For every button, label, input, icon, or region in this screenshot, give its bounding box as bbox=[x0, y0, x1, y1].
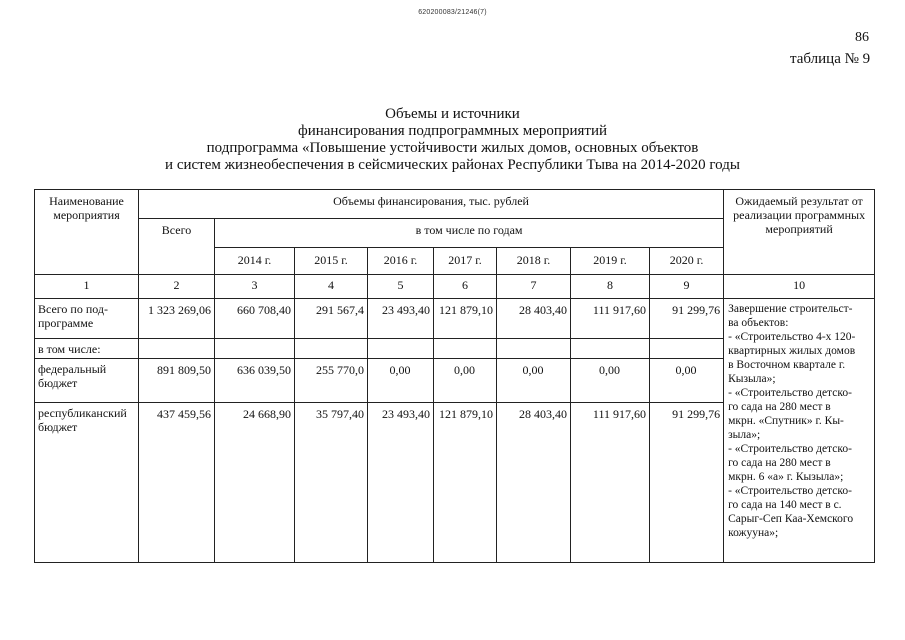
value-cell: 891 809,50 bbox=[139, 359, 215, 403]
result-line: мкрн. «Спутник» г. Кы- bbox=[728, 415, 844, 427]
row-name: федеральный бюджет bbox=[35, 359, 139, 403]
document-title bbox=[0, 106, 905, 174]
result-line: - «Строительство детско- bbox=[728, 443, 852, 455]
value-cell: 28 403,40 bbox=[497, 299, 571, 339]
result-line: в Восточном квартале г. bbox=[728, 359, 846, 371]
table-row bbox=[35, 299, 875, 339]
result-line: зыла»; bbox=[728, 429, 761, 441]
table-label: таблица № 9 bbox=[790, 51, 871, 67]
result-line: - «Строительство детско- bbox=[728, 387, 852, 399]
value-cell bbox=[497, 339, 571, 359]
value-cell: 91 299,76 bbox=[650, 403, 724, 563]
value-cell bbox=[139, 339, 215, 359]
value-cell: 35 797,40 bbox=[295, 403, 368, 563]
value-cell: 111 917,60 bbox=[571, 299, 650, 339]
result-line: - «Строительство детско- bbox=[728, 485, 852, 497]
column-number: 9 bbox=[650, 275, 724, 299]
result-line: го сада на 280 мест в bbox=[728, 401, 831, 413]
value-cell bbox=[368, 339, 434, 359]
value-cell: 28 403,40 bbox=[497, 403, 571, 563]
title-line: подпрограмма «Повышение устойчивости жилых домов, основных объектов bbox=[206, 140, 699, 156]
result-line: го сада на 280 мест в bbox=[728, 457, 831, 469]
value-cell: 23 493,40 bbox=[368, 403, 434, 563]
header-year: 2019 г. bbox=[571, 248, 650, 275]
result-line: мкрн. 6 «а» г. Кызыла»; bbox=[728, 471, 844, 483]
row-name: республиканский бюджет bbox=[35, 403, 139, 563]
value-cell: 0,00 bbox=[571, 359, 650, 403]
header-total: Всего bbox=[139, 219, 215, 275]
result-line: Кызыла»; bbox=[728, 373, 776, 385]
value-cell bbox=[571, 339, 650, 359]
value-cell: 121 879,10 bbox=[434, 299, 497, 339]
result-line: го сада на 140 мест в с. bbox=[728, 499, 842, 511]
row-name: Всего по под-программе bbox=[35, 299, 139, 339]
header-result: Ожидаемый результат от реализации программных мероприятий bbox=[724, 190, 875, 275]
financing-table bbox=[34, 189, 875, 563]
header-year: 2017 г. bbox=[434, 248, 497, 275]
value-cell: 0,00 bbox=[434, 359, 497, 403]
column-number: 1 bbox=[35, 275, 139, 299]
column-number: 2 bbox=[139, 275, 215, 299]
header-year: 2016 г. bbox=[368, 248, 434, 275]
header-year: 2018 г. bbox=[497, 248, 571, 275]
column-number: 8 bbox=[571, 275, 650, 299]
header-year: 2020 г. bbox=[650, 248, 724, 275]
value-cell: 91 299,76 bbox=[650, 299, 724, 339]
value-cell: 0,00 bbox=[368, 359, 434, 403]
header-year: 2014 г. bbox=[215, 248, 295, 275]
result-line: квартирных жилых домов bbox=[728, 345, 856, 357]
result-line: - «Строительство 4-х 120- bbox=[728, 331, 856, 343]
value-cell: 0,00 bbox=[497, 359, 571, 403]
title-line: финансирования подпрограммных мероприятий bbox=[297, 123, 607, 139]
value-cell bbox=[295, 339, 368, 359]
value-cell: 111 917,60 bbox=[571, 403, 650, 563]
header-year: 2015 г. bbox=[295, 248, 368, 275]
value-cell: 291 567,4 bbox=[295, 299, 368, 339]
value-cell bbox=[215, 339, 295, 359]
value-cell: 660 708,40 bbox=[215, 299, 295, 339]
value-cell: 1 323 269,06 bbox=[139, 299, 215, 339]
result-line: ва объектов: bbox=[728, 317, 789, 329]
value-cell: 24 668,90 bbox=[215, 403, 295, 563]
title-line: Объемы и источники bbox=[385, 106, 520, 122]
title-line: и систем жизнеобеспечения в сейсмических районах Республики Тыва на 2014-2020 годы bbox=[165, 157, 740, 173]
row-name: в том числе: bbox=[35, 339, 139, 359]
column-number: 7 bbox=[497, 275, 571, 299]
header-name: Наименование мероприятия bbox=[35, 190, 139, 275]
value-cell bbox=[434, 339, 497, 359]
result-line: Завершение строительст- bbox=[728, 303, 853, 315]
column-number: 4 bbox=[295, 275, 368, 299]
value-cell: 255 770,0 bbox=[295, 359, 368, 403]
value-cell: 0,00 bbox=[650, 359, 724, 403]
value-cell: 23 493,40 bbox=[368, 299, 434, 339]
column-number: 3 bbox=[215, 275, 295, 299]
value-cell: 437 459,56 bbox=[139, 403, 215, 563]
value-cell bbox=[650, 339, 724, 359]
expected-result-cell bbox=[724, 299, 875, 563]
result-line: кожууна»; bbox=[728, 527, 779, 539]
header-by-years: в том числе по годам bbox=[215, 219, 724, 248]
document-number: 620200083/21246(7) bbox=[418, 9, 487, 16]
page-number: 86 bbox=[855, 30, 869, 45]
column-number: 10 bbox=[724, 275, 875, 299]
header-volumes: Объемы финансирования, тыс. рублей bbox=[139, 190, 724, 219]
value-cell: 121 879,10 bbox=[434, 403, 497, 563]
result-line: Сарыг-Сеп Каа-Хемского bbox=[728, 513, 854, 525]
value-cell: 636 039,50 bbox=[215, 359, 295, 403]
column-number: 5 bbox=[368, 275, 434, 299]
column-number: 6 bbox=[434, 275, 497, 299]
